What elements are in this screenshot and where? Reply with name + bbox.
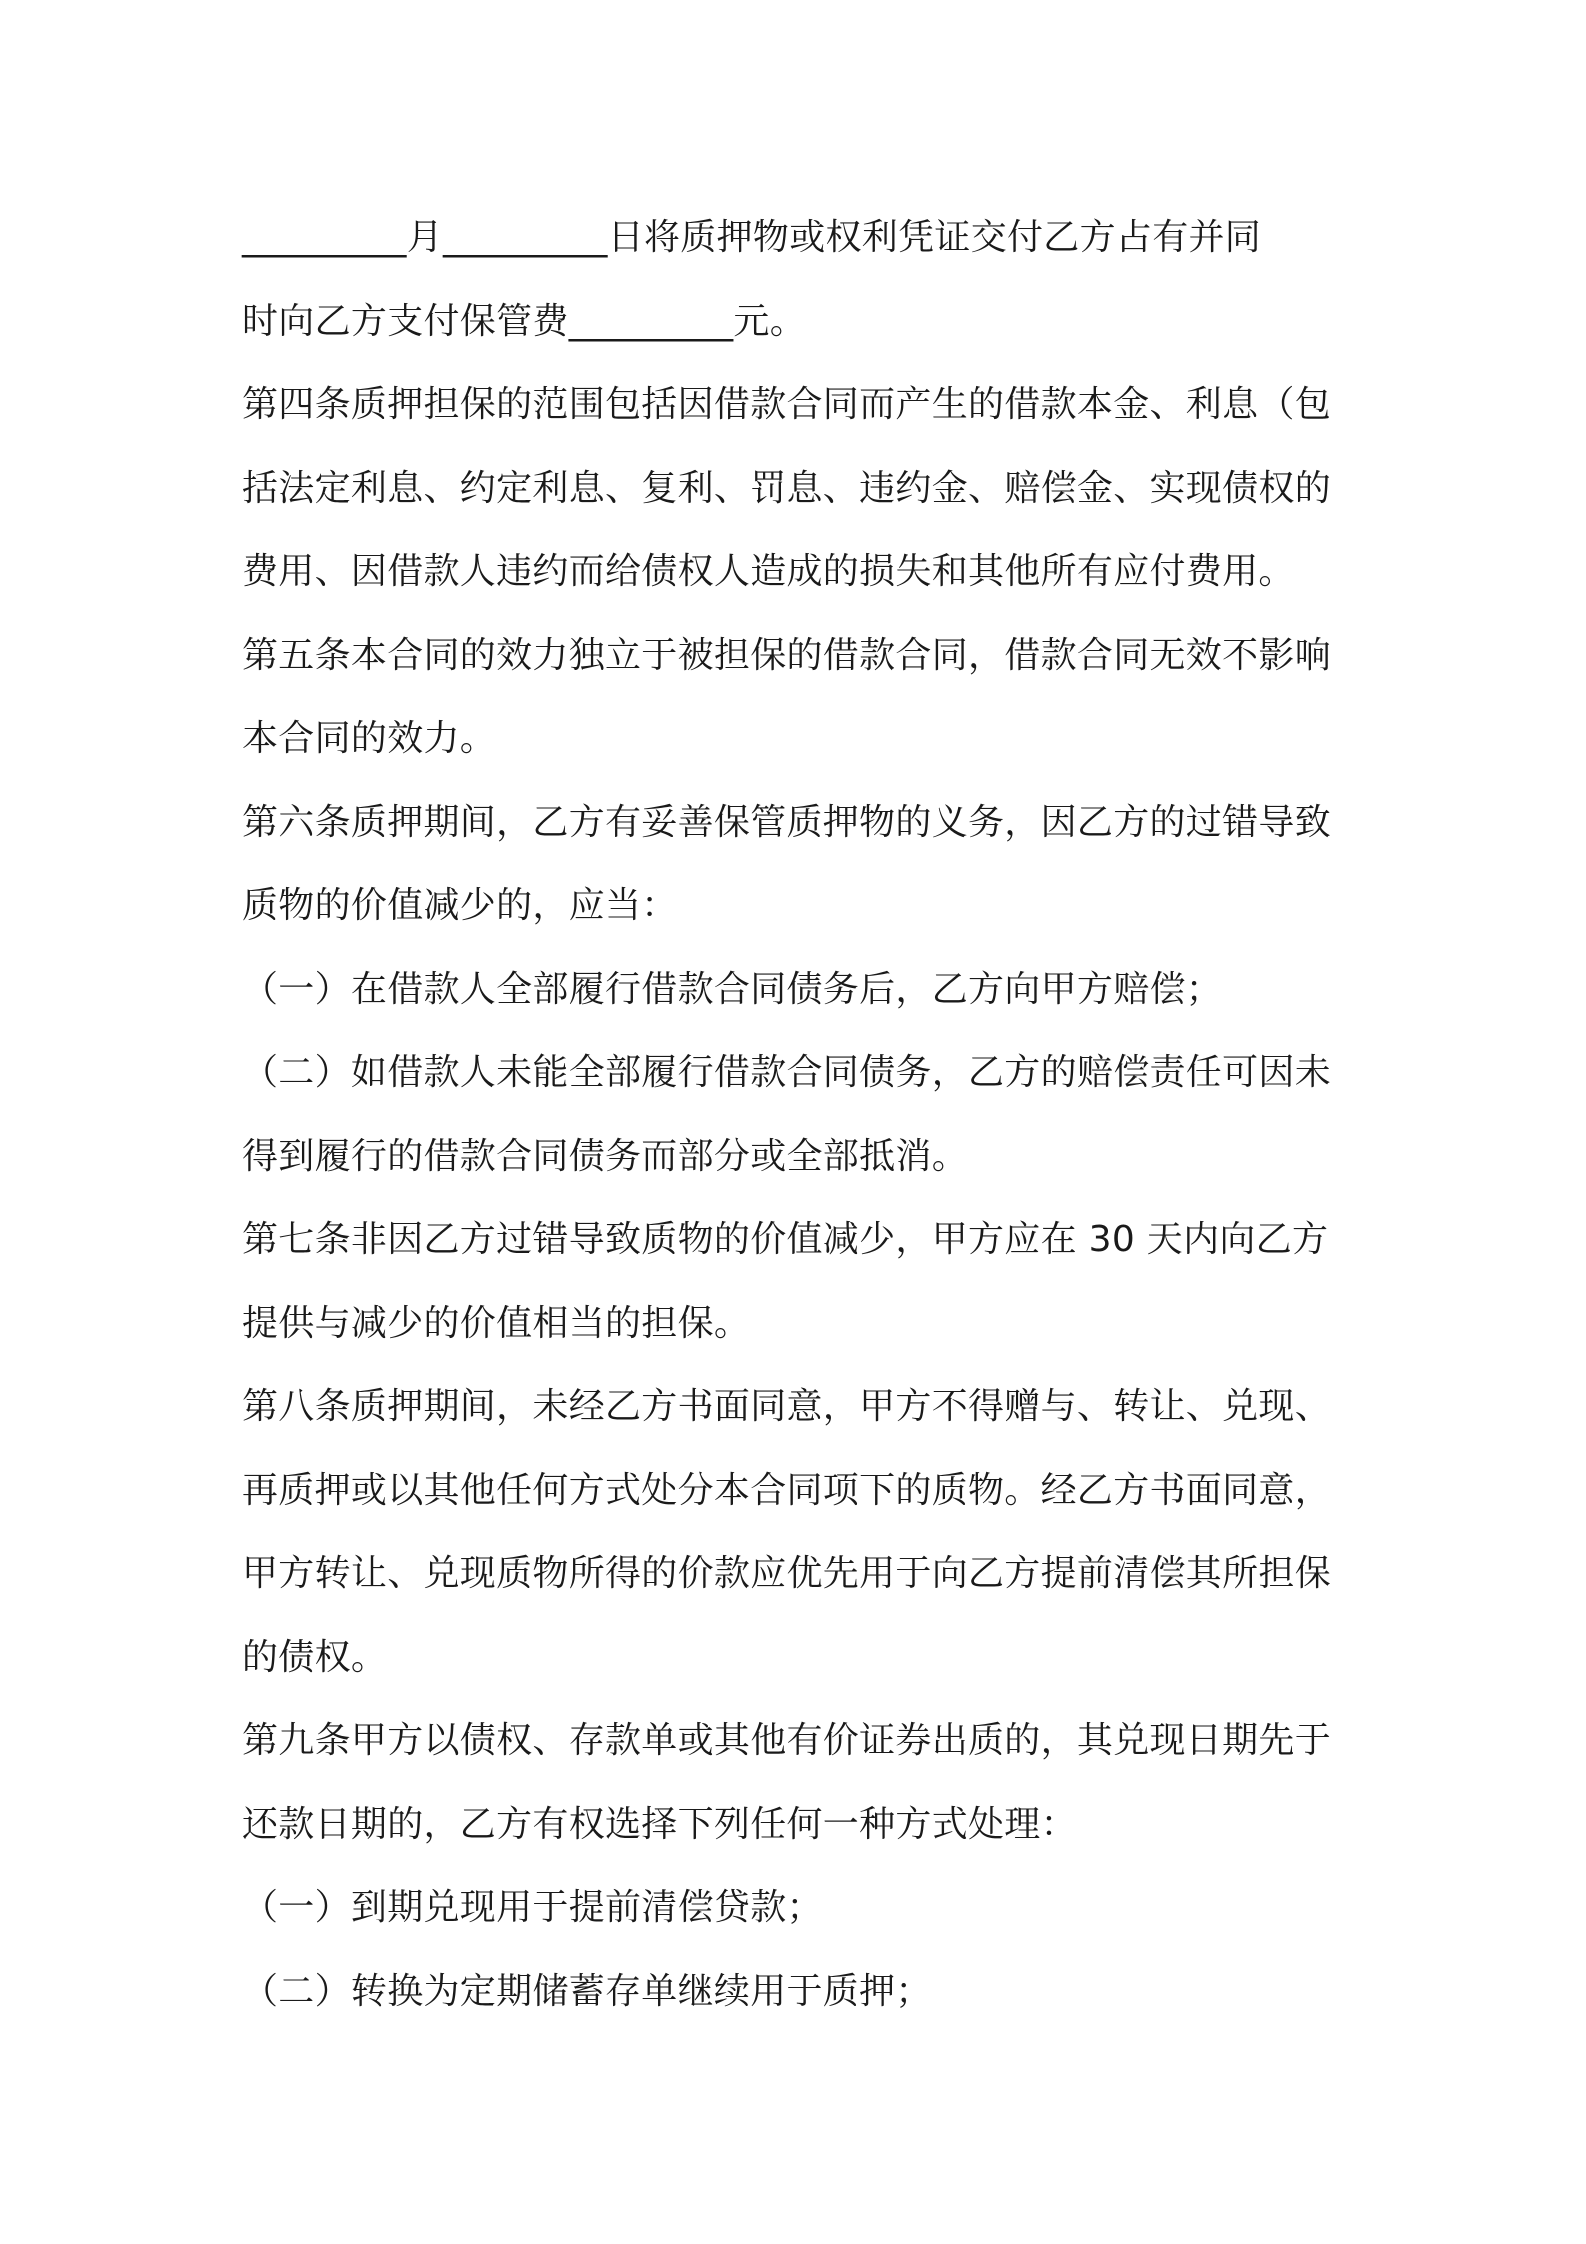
text-line: 括法定利息、约定利息、复利、罚息、违约金、赔偿金、实现债权的 (242, 467, 1332, 509)
text-line: 还款日期的，乙方有权选择下列任何一种方式处理： (242, 1803, 1077, 1845)
clause-9-item-2: （二）转换为定期储蓄存单继续用于质押； (242, 1970, 932, 2012)
text-line: 质物的价值减少的，应当： (242, 885, 678, 926)
clause-6-item-2: （二）如借款人未能全部履行借款合同债务，乙方的赔偿责任可因未 (242, 1052, 1332, 1093)
text-line: 提供与减少的价值相当的担保。 (242, 1302, 751, 1344)
text-line: 时向乙方支付保管费_________元。 (242, 300, 806, 342)
text-line: 再质押或以其他任何方式处分本合同项下的质物。经乙方书面同意， (242, 1469, 1332, 1511)
clause-5-line: 第五条本合同的效力独立于被担保的借款合同，借款合同无效不影响 (242, 634, 1332, 676)
clause-9-line: 第九条甲方以债权、存款单或其他有价证券出质的，其兑现日期先于 (242, 1720, 1332, 1761)
text-line: 得到履行的借款合同债务而部分或全部抵消。 (242, 1135, 969, 1177)
text-line: 甲方转让、兑现质物所得的价款应优先用于向乙方提前清偿其所担保 (242, 1553, 1332, 1594)
text-line: 本合同的效力。 (242, 718, 497, 759)
clause-8-line: 第八条质押期间，未经乙方书面同意，甲方不得赠与、转让、兑现、 (242, 1386, 1332, 1427)
clause-4-line: 第四条质押担保的范围包括因借款合同而产生的借款本金、利息（包 (242, 384, 1332, 425)
text-line: 费用、因借款人违约而给债权人造成的损失和其他所有应付费用。 (242, 551, 1295, 592)
clause-7-line: 第七条非因乙方过错导致质物的价值减少，甲方应在 30 天内向乙方 (242, 1219, 1329, 1260)
text-line: 的债权。 (242, 1636, 388, 1678)
document-body (242, 196, 1362, 2033)
clause-6-line: 第六条质押期间，乙方有妥善保管质押物的义务，因乙方的过错导致 (242, 801, 1332, 843)
text-line: _________月_________日将质押物或权利凭证交付乙方占有并同 (242, 217, 1262, 258)
clause-6-item-1: （一）在借款人全部履行借款合同债务后，乙方向甲方赔偿； (242, 968, 1223, 1010)
clause-9-item-1: （一）到期兑现用于提前清偿贷款； (242, 1887, 823, 1928)
